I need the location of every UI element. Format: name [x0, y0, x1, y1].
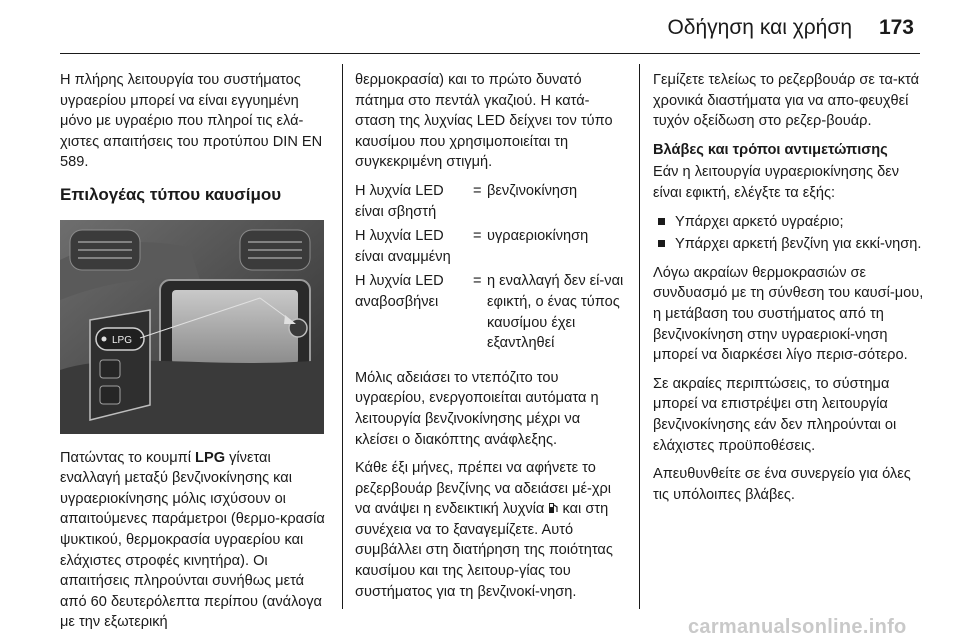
dashboard-illustration — [60, 220, 324, 434]
extreme-case-paragraph: Σε ακραίες περιπτώσεις, το σύστημα μπορεί να επιστρέψει στη λειτουργία βενζινοκίνησης εάν δεν πληρούνται οι ελάχιστες προϋποθέσεις. — [653, 375, 897, 454]
lpg-button-label: LPG — [112, 334, 133, 346]
refill-paragraph: Γεμίζετε τελείως το ρεζερβουάρ σε τα-κτά χρονικά διαστήματα για να απο-φευχθεί τυχόν οξείδωση στο ρεζερ-βουάρ. — [653, 72, 920, 130]
header-rule — [60, 53, 920, 54]
faults-heading: Βλάβες και τρόποι αντιμετώπισης — [653, 141, 888, 158]
extreme-temp-paragraph: Λόγω ακραίων θερμοκρασιών σε συνδυασμό με τη σύνθεση του καυσί-μου, η μετάβαση του συστήματος από τη βενζινοκίνηση στην υγραεριοκί-νηση μπορεί να διαρκέσει λίγο περισ-σότερο. — [653, 264, 924, 364]
table-row: Η λυχνία LED είναι αναμμένη = υγραεριοκίνηση — [355, 228, 589, 265]
table-row: Η λυχνία LED είναι σβηστή = βενζινοκίνηση — [355, 182, 578, 220]
fuel-pump-icon — [548, 502, 558, 514]
list-item: Υπάρχει αρκετή βενζίνη για εκκί-νηση. — [653, 234, 925, 255]
column-3 — [653, 70, 925, 513]
empty-tank-paragraph: Μόλις αδειάσει το ντεπόζιτο του υγραερίου, ενεργοποιείται αυτόματα η λειτουργία βενζινοκίνησης μέχρι να κλείσει ο διακόπτης ανάφλεξης. — [355, 369, 599, 448]
list-item: Υπάρχει αρκετό υγραέριο; — [653, 212, 925, 233]
lpg-paragraph: Πατώντας το κουμπί LPG γίνεται εναλλαγή μεταξύ βενζινοκίνησης και υγραεριοκίνησης μόλις ισχύσουν οι απαιτούμενες παράμετροι (θερμο-κρασία ψυκτικού, θερμοκρασία υγραερίου και ελάχιστες στροφές κινητήρα). Οι απαιτήσεις πληρούνται συνήθως μετά από 60 δευτερόλεπτα περίπου (ανάλογα με την εξωτερική — [60, 449, 325, 631]
check-paragraph: Εάν η λειτουργία υγραεριοκίνησης δεν είναι εφικτή, ελέγξτε τα εξής: — [653, 164, 899, 201]
check-list — [653, 212, 925, 255]
column-divider — [639, 64, 640, 609]
lpg-button-figure — [60, 220, 324, 434]
watermark: carmanualsonline.info — [688, 616, 907, 638]
continued-paragraph: θερμοκρασία) και το πρώτο δυνατό πάτημα στο πεντάλ γκαζιού. Η κατά-σταση της λυχνίας LED δείχνει τον τύπο καυσίμου που χρησιμοποιείται τη συγκεκριμένη στιγμή. — [355, 72, 613, 171]
column-divider — [342, 64, 343, 609]
column-2 — [355, 70, 625, 610]
led-status-table — [355, 181, 625, 358]
table-row: Η λυχνία LED αναβοσβήνει = η εναλλαγή δεν εί-ναι εφικτή, ο ένας τύπος καυσίμου έχει εξαντληθεί — [355, 273, 624, 352]
six-months-paragraph: Κάθε έξι μήνες, πρέπει να αφήνετε το ρεζερβουάρ βενζίνης να αδειάσει μέ-χρι να ανάψει η ενδεικτική λυχνία και στη συνέχεια να το ξαναγεμίζετε. Αυτό συμβάλλει στη διατήρηση της ποιότητας καυσίμου και της λειτουρ-γίας του συστήματος για τη βενζινοκί-νηση. — [355, 460, 613, 600]
fuel-selector-heading: Επιλογέας τύπου καυσίμου — [60, 184, 282, 204]
column-1 — [60, 70, 328, 641]
intro-paragraph: Η πλήρης λειτουργία του συστήματος υγραερίου μπορεί να είναι εγγυημένη μόνο με υγραέριο που πληροί τις ελά-χιστες απαιτήσεις του προτύπου DIN EN 589. — [60, 72, 323, 171]
page-header — [0, 0, 960, 54]
workshop-paragraph: Απευθυνθείτε σε ένα συνεργείο για όλες τις υπόλοιπες βλάβες. — [653, 466, 911, 503]
page-number: 173 — [878, 16, 914, 39]
lpg-term: LPG — [195, 449, 226, 466]
section-title: Οδήγηση και χρήση — [667, 16, 852, 39]
